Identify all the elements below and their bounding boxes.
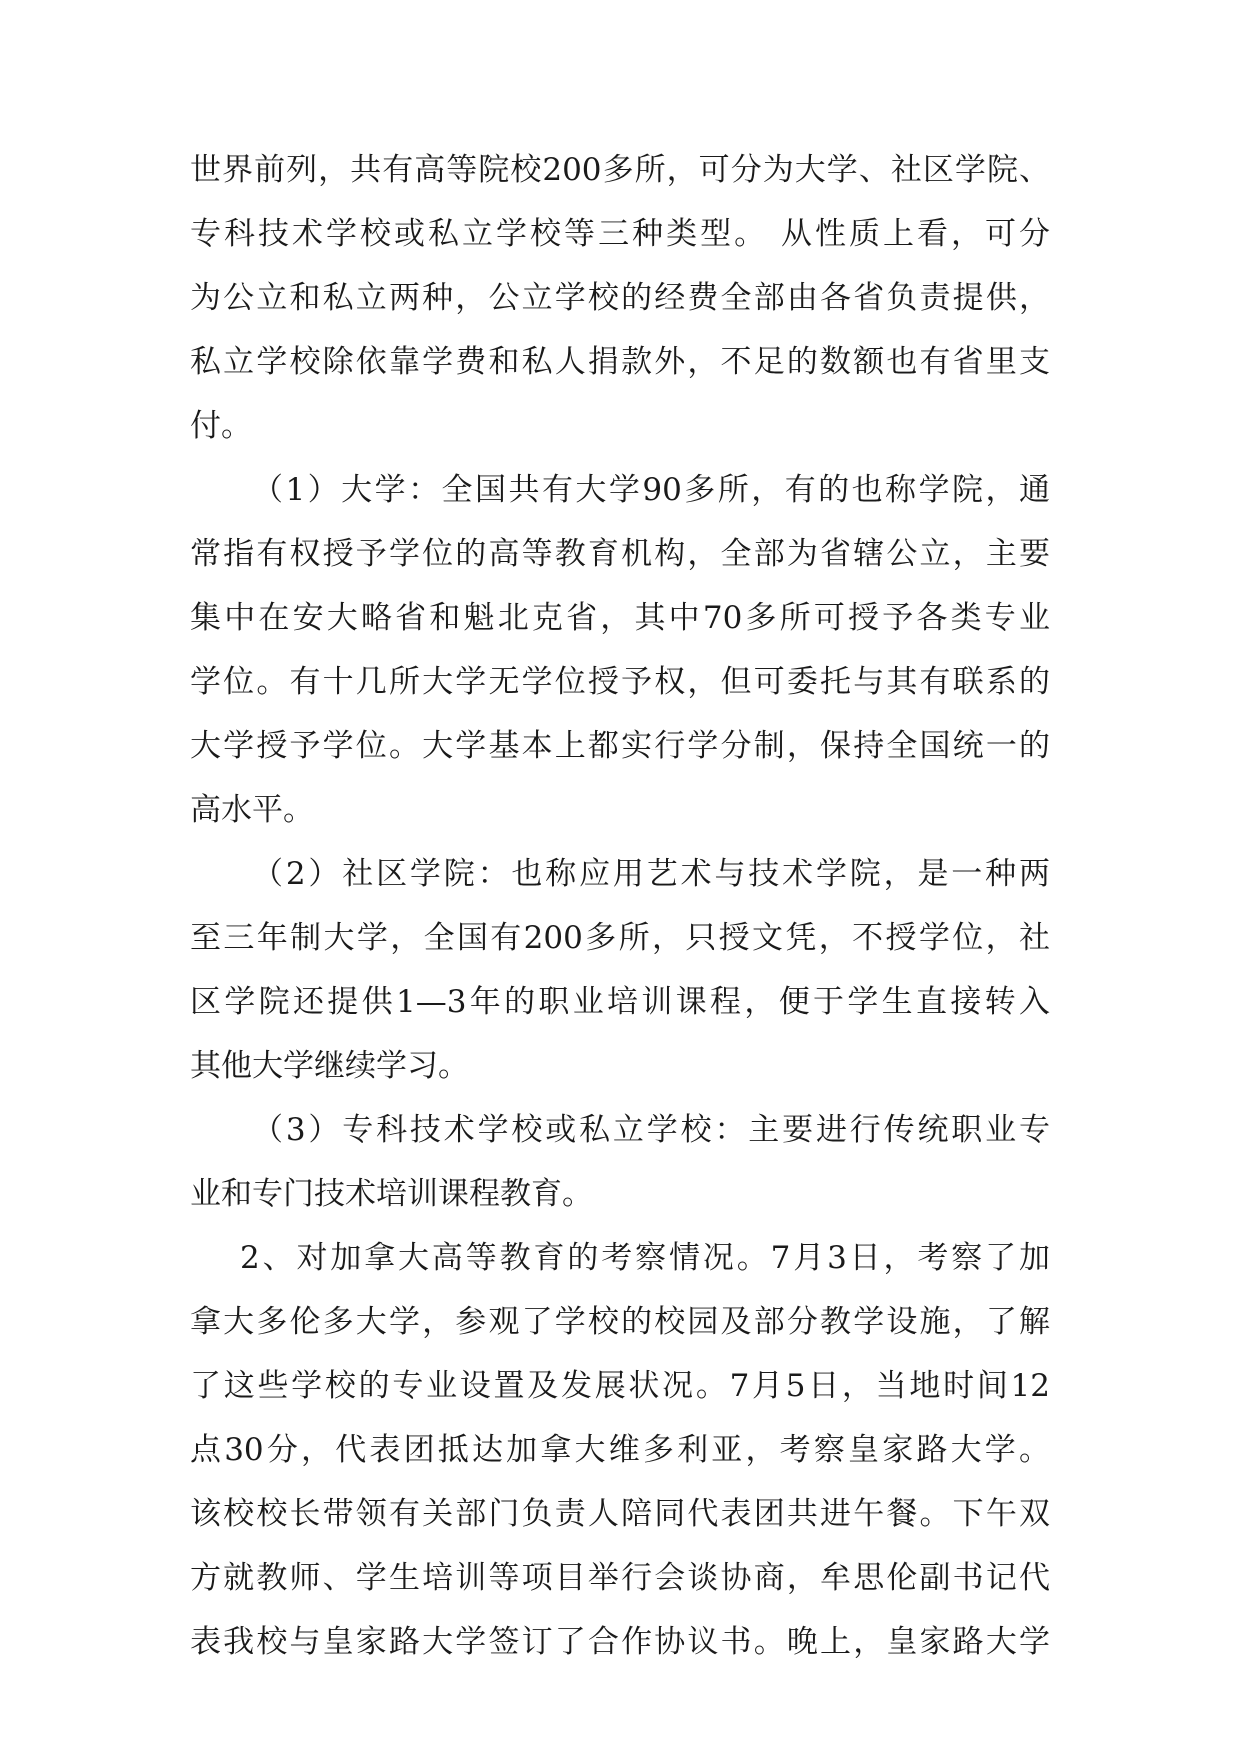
text-line: 区学院还提供1—3年的职业培训课程，便于学生直接转入 [190, 984, 1050, 1020]
text-line: 付。 [190, 408, 252, 444]
text-line: 常指有权授予学位的高等教育机构，全部为省辖公立，主要 [190, 536, 1050, 572]
text-line: 表我校与皇家路大学签订了合作协议书。晚上，皇家路大学 [190, 1624, 1050, 1660]
text-line: 业和专门技术培训课程教育。 [190, 1176, 593, 1212]
text-line: 为公立和私立两种，公立学校的经费全部由各省负责提供， [190, 280, 1050, 316]
text-line: 私立学校除依靠学费和私人捐款外，不足的数额也有省里支 [190, 344, 1050, 380]
text-line: 拿大多伦多大学，参观了学校的校园及部分教学设施，了解 [190, 1304, 1050, 1340]
text-line: 方就教师、学生培训等项目举行会谈协商，牟思伦副书记代 [190, 1560, 1050, 1596]
text-line: 专科技术学校或私立学校等三种类型。 从性质上看，可分 [190, 216, 1050, 252]
text-line: 至三年制大学，全国有200多所，只授文凭，不授学位，社 [190, 920, 1050, 956]
text-line: 大学授予学位。大学基本上都实行学分制，保持全国统一的 [190, 728, 1050, 764]
text-line: 集中在安大略省和魁北克省，其中70多所可授予各类专业 [190, 600, 1050, 636]
text-line: 高水平。 [190, 792, 314, 828]
text-line: 学位。有十几所大学无学位授予权，但可委托与其有联系的 [190, 664, 1050, 700]
text-line: 点30分，代表团抵达加拿大维多利亚，考察皇家路大学。 [190, 1432, 1050, 1468]
text-line: 2、对加拿大高等教育的考察情况。7月3日，考察了加 [240, 1240, 1050, 1276]
text-line: （2）社区学院：也称应用艺术与技术学院，是一种两 [252, 856, 1050, 892]
text-line: 该校校长带领有关部门负责人陪同代表团共进午餐。下午双 [190, 1496, 1050, 1532]
text-line: 其他大学继续学习。 [190, 1048, 469, 1084]
text-line: 了这些学校的专业设置及发展状况。7月5日，当地时间12 [190, 1368, 1050, 1404]
text-line: 世界前列，共有高等院校200多所，可分为大学、社区学院、 [190, 152, 1050, 188]
text-line: （1）大学：全国共有大学90多所，有的也称学院，通 [252, 472, 1050, 508]
text-line: （3）专科技术学校或私立学校：主要进行传统职业专 [252, 1112, 1050, 1148]
